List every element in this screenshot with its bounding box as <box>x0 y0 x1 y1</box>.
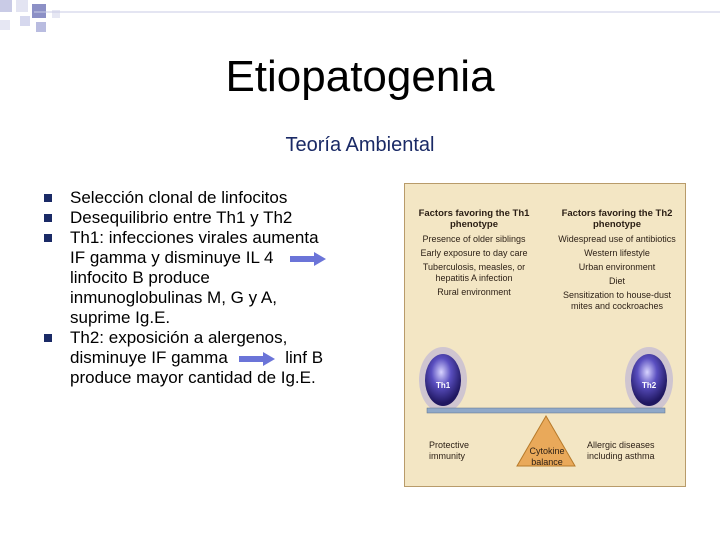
th2-header: Factors favoring the Th2 phenotype <box>561 208 673 230</box>
cytokine-balance-label: Cytokine balance <box>529 446 565 467</box>
bullet-list <box>44 188 384 388</box>
th2-cell-label: Th2 <box>642 381 657 390</box>
corner-decoration <box>0 0 720 40</box>
square-bullet-icon <box>44 234 52 242</box>
bullet-text: suprime Ig.E. <box>70 308 171 327</box>
th2-factor: Widespread use of antibiotics <box>558 234 676 244</box>
bullet-text: Th2: exposición a alergenos, <box>70 328 288 347</box>
th1-header: Factors favoring the Th1 phenotype <box>418 208 530 230</box>
th2-factor: Urban environment <box>578 262 656 272</box>
bullet-item <box>44 188 384 208</box>
bullet-text: Selección clonal de linfocitos <box>70 188 288 207</box>
slide-title: Etiopatogenia <box>225 52 495 101</box>
bullet-text: IF gamma y disminuye IL 4 <box>70 248 384 268</box>
slide-subtitle: Teoría Ambiental <box>285 134 435 156</box>
square-bullet-icon <box>44 334 52 342</box>
bullet-text: Desequilibrio entre Th1 y Th2 <box>70 208 293 227</box>
bullet-text: Th1: infecciones virales aumenta <box>70 228 319 247</box>
th2-outcome: Allergic diseases including asthma <box>587 440 655 461</box>
square-bullet-icon <box>44 194 52 202</box>
th1-factor: Tuberculosis, measles, or hepatitis A infection <box>422 262 526 283</box>
bullet-text: inmunoglobulinas M, G y A, <box>70 288 277 307</box>
th2-factor: Diet <box>608 276 625 286</box>
arrow-right-icon <box>239 352 275 366</box>
arrow-right-icon <box>290 252 326 266</box>
th1-factor: Presence of older siblings <box>422 234 526 244</box>
balance-beam <box>427 408 665 413</box>
bullet-item <box>44 208 384 228</box>
th1-cell-label: Th1 <box>436 381 451 390</box>
bullet-text: disminuye IF gamma linf B <box>70 348 324 367</box>
square-bullet-icon <box>44 214 52 222</box>
th2-factor: Western lifestyle <box>584 248 650 258</box>
th1-factor: Early exposure to day care <box>420 248 528 258</box>
th1-factor: Rural environment <box>437 287 511 297</box>
th2-cell-icon <box>631 354 667 406</box>
bullet-item <box>44 328 384 388</box>
bullet-item <box>44 228 384 328</box>
th1-cell-icon <box>425 354 461 406</box>
th1-outcome: Protective immunity <box>429 440 470 461</box>
th2-factor: Sensitization to house-dust mites and cockroaches <box>562 290 672 311</box>
bullet-text: produce mayor cantidad de Ig.E. <box>70 368 316 387</box>
th1-th2-balance-figure <box>404 183 686 487</box>
bullet-text: linfocito B produce <box>70 268 210 287</box>
